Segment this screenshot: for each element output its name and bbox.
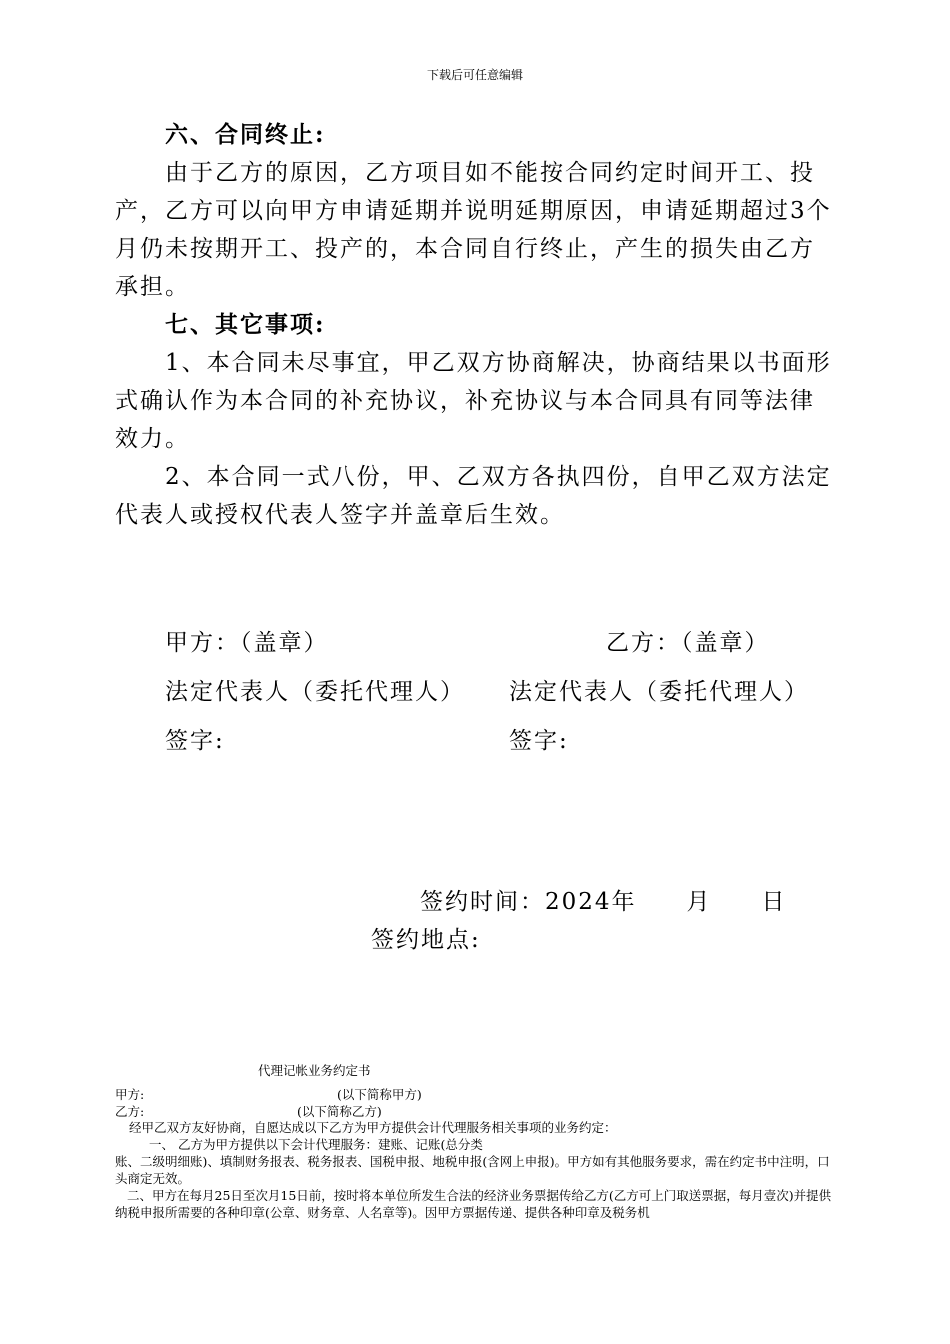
contract-body: [115, 116, 835, 534]
party-b-seal: 乙方：（盖章）: [606, 630, 770, 656]
appendix-clause-2: 二、甲方在每月25日至次月15日前，按时将本单位所发生合法的经济业务票据传给乙方(乙方可上门取送票据，每月壹次)并提供纳税申报所需要的各种印章(公章、财务章、人名章等)。因甲方票据传递、提供各种印章及税务机: [115, 1188, 832, 1220]
appendix-clause-1-body: 账、二级明细账)、填制财务报表、税务报表、国税申报、地税申报(含网上申报)。甲方如有其他服务要求，需在约定书中注明，口头商定无效。: [115, 1154, 830, 1186]
party-a-seal: 甲方：（盖章）: [165, 630, 329, 656]
appendix-party-b-note: (以下简称乙方): [297, 1104, 382, 1119]
party-b-signature: 签字:: [509, 728, 569, 754]
signing-place: 签约地点:: [371, 927, 481, 953]
signing-date: 签约时间：2024年 月 日: [420, 889, 787, 915]
party-b-representative: 法定代表人（委托代理人）: [509, 679, 809, 705]
appendix-clause-1-head: 一、 乙方为甲方提供以下会计代理服务：建账、记账(总分类: [149, 1137, 483, 1152]
section-7-item-1: 1、本合同未尽事宜，甲乙双方协商解决，协商结果以书面形式确认作为本合同的补充协议，补充协议与本合同具有同等法律效力。: [115, 350, 832, 452]
section-6-body: 由于乙方的原因，乙方项目如不能按合同约定时间开工、投产，乙方可以向甲方申请延期并说明延期原因，申请延期超过3个月仍未按期开工、投产的，本合同自行终止，产生的损失由乙方承担。: [115, 160, 832, 300]
appendix-party-a-label: 甲方:: [115, 1087, 145, 1102]
appendix-intro: 经甲乙双方友好协商，自愿达成以下乙方为甲方提供会计代理服务相关事项的业务约定：: [129, 1120, 617, 1135]
party-a-signature: 签字:: [165, 728, 225, 754]
appendix-body: [115, 1119, 837, 1221]
appendix-party-b-label: 乙方:: [115, 1104, 145, 1119]
appendix-title: 代理记帐业务约定书: [258, 1063, 371, 1078]
section-6-title: 六、合同终止:: [165, 121, 326, 148]
section-7-title: 七、其它事项:: [165, 311, 326, 338]
appendix-party-a-note: (以下简称甲方): [337, 1087, 422, 1102]
section-7-item-2: 2、本合同一式八份，甲、乙双方各执四份，自甲乙双方法定代表人或授权代表人签字并盖章后生效。: [115, 464, 832, 528]
page-header: 下载后可任意编辑: [426, 68, 523, 82]
party-a-representative: 法定代表人（委托代理人）: [165, 679, 465, 705]
